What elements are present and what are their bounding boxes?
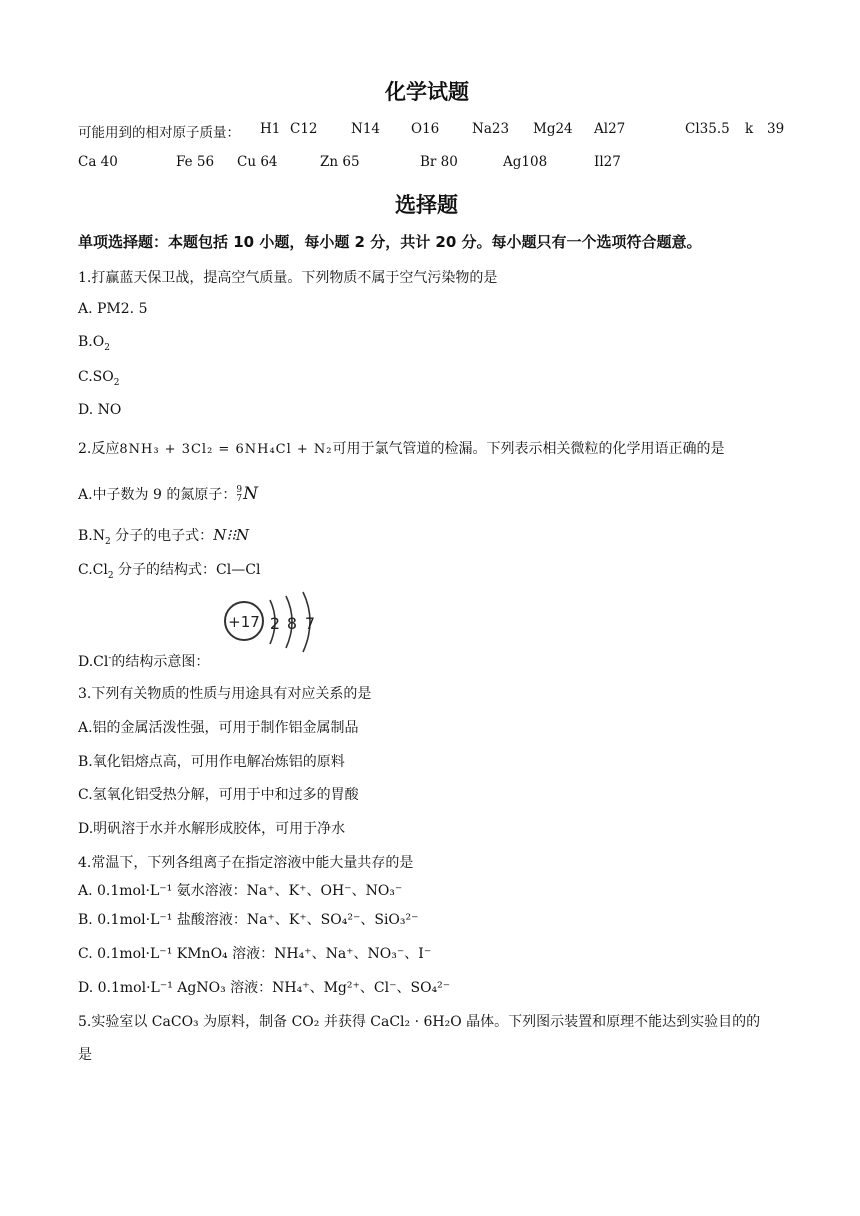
mass-fe: Fe 56 [176, 154, 215, 170]
atomic-mass-label: 可能用到的相对原子质量： [78, 125, 240, 141]
q2-option-b [78, 525, 249, 547]
mass-k-value: 39 [767, 121, 785, 137]
q4-option-c: C. 0.1mol·L⁻¹ KMnO₄ 溶液：NH₄⁺、Na⁺、NO₃⁻、I⁻ [78, 946, 432, 962]
q3-option-c: C.氢氧化铝受热分解，可用于中和过多的胃酸 [78, 787, 359, 803]
q2-a-number: 7 [236, 494, 243, 504]
q2-d-post: 的结构示意图： [111, 654, 210, 670]
q2-d-pre: D.Cl [78, 654, 109, 670]
q1-option-a: A. PM2. 5 [78, 301, 148, 317]
q2-a-isotope [236, 486, 242, 504]
shell-electrons-1: 2 [269, 614, 281, 633]
q2-c-post: 分子的结构式：Cl—Cl [113, 562, 261, 578]
q3-option-b: B.氧化铝熔点高，可用作电解冶炼铝的原料 [78, 754, 345, 770]
q2-b-formula: N⁝⁝N [213, 526, 249, 544]
q2-d-sup: - [108, 653, 112, 664]
q2-b-pre: B.N [78, 528, 105, 544]
mass-cu: Cu 64 [237, 154, 278, 170]
q3-option-d: D.明矾溶于水并水解形成胶体，可用于净水 [78, 821, 346, 837]
page-title: 化学试题 [385, 80, 469, 104]
q4-option-a: A. 0.1mol·L⁻¹ 氨水溶液：Na⁺、K⁺、OH⁻、NO₃⁻ [78, 883, 403, 899]
q2-option-c [78, 559, 260, 581]
q2-equation: 8NH₃ + 3Cl₂ = 6NH₄Cl + N₂ [119, 442, 333, 457]
shell-electrons-2: 8 [286, 614, 298, 633]
q2-a-symbol: N [243, 484, 258, 504]
q5-stem-continued: 是 [78, 1047, 92, 1063]
mass-k: k [745, 121, 754, 137]
mass-ca: Ca 40 [78, 154, 118, 170]
mass-ag: Ag108 [503, 154, 548, 170]
mass-o: O16 [411, 121, 440, 137]
q2-option-d [78, 651, 209, 671]
section-title: 选择题 [395, 193, 458, 217]
mass-al: Al27 [594, 121, 626, 137]
q2-a-mass: 9 [236, 485, 243, 495]
mass-c: C12 [290, 121, 318, 137]
q2-c-sub: 2 [107, 570, 114, 581]
q1-option-c [78, 369, 119, 388]
mass-zn: Zn 65 [320, 154, 360, 170]
q2-prefix: 2.反应 [78, 441, 120, 457]
section-instruction: 单项选择题：本题包括 10 小题，每小题 2 分，共计 20 分。每小题只有一个选项符合题意。 [78, 233, 702, 251]
q3-stem: 3.下列有关物质的性质与用途具有对应关系的是 [78, 686, 372, 702]
q1-option-b [78, 334, 110, 353]
q2-c-pre: C.Cl [78, 562, 108, 578]
q1-option-d: D. NO [78, 402, 122, 418]
q3-option-a: A.铝的金属活泼性强，可用于制作铝金属制品 [78, 720, 359, 736]
q2-b-sub: 2 [105, 536, 111, 547]
mass-cl: Cl35.5 [685, 121, 730, 137]
q2-a-text: A.中子数为 9 的氮原子： [78, 487, 237, 503]
q1-c-text: C.SO [78, 369, 114, 385]
mass-h: H1 [260, 121, 281, 137]
q1-c-sub: 2 [113, 377, 120, 388]
mass-i: Il27 [594, 154, 621, 170]
q1-stem: 1.打赢蓝天保卫战，提高空气质量。下列物质不属于空气污染物的是 [78, 270, 498, 286]
q2-option-a [78, 484, 258, 504]
q4-option-d: D. 0.1mol·L⁻¹ AgNO₃ 溶液：NH₄⁺、Mg²⁺、Cl⁻、SO₄²⁻ [78, 980, 451, 996]
q5-stem: 5.实验室以 CaCO₃ 为原料，制备 CO₂ 并获得 CaCl₂ · 6H₂O 晶体。下列图示装置和原理不能达到实验目的的 [78, 1014, 761, 1030]
shell-electrons-3: 7 [304, 614, 316, 633]
mass-na: Na23 [472, 121, 510, 137]
q1-b-sub: 2 [104, 342, 110, 353]
nucleus-charge: +17 [228, 613, 260, 631]
mass-br: Br 80 [420, 154, 458, 170]
q2-stem [78, 438, 725, 458]
mass-mg: Mg24 [533, 121, 573, 137]
chloride-ion-structure-diagram [220, 588, 330, 656]
q1-b-text: B.O [78, 334, 105, 350]
q4-stem: 4.常温下，下列各组离子在指定溶液中能大量共存的是 [78, 855, 414, 871]
q2-suffix: 可用于氯气管道的检漏。下列表示相关微粒的化学用语正确的是 [332, 441, 725, 457]
q2-b-post: 分子的电子式： [110, 528, 214, 544]
q4-option-b: B. 0.1mol·L⁻¹ 盐酸溶液：Na⁺、K⁺、SO₄²⁻、SiO₃²⁻ [78, 912, 419, 928]
mass-n: N14 [351, 121, 380, 137]
